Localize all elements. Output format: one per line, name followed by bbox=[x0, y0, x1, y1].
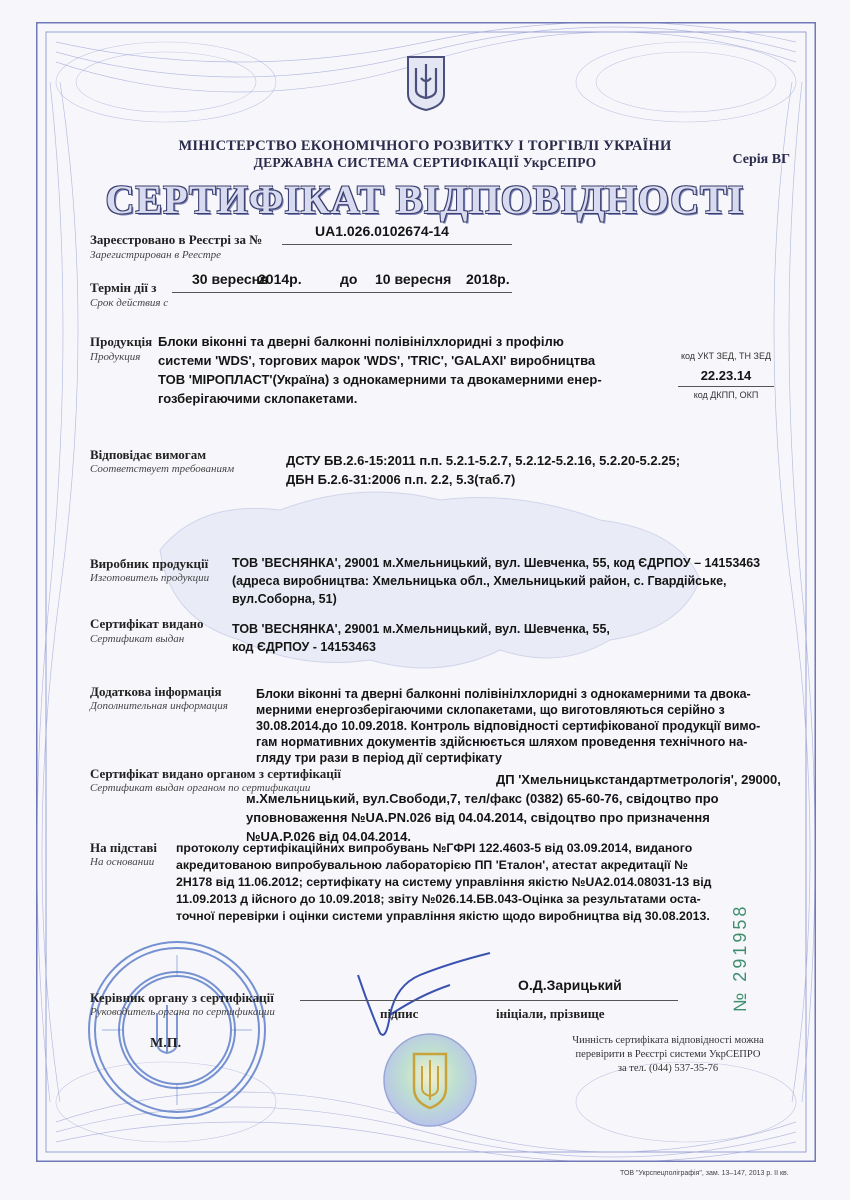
validity-to-word: до bbox=[340, 271, 358, 287]
issuing-body-line-2: м.Хмельницький, вул.Свободи,7, тел/факс (0382) 65-60-76, свідоцтво про bbox=[246, 791, 719, 806]
issued-to-label: Сертифікат видано bbox=[90, 616, 204, 631]
manufacturer-line-1: ТОВ 'ВЕСНЯНКА', 29001 м.Хмельницький, вул. Шевченка, 55, код ЄДРПОУ – 14153463 bbox=[232, 556, 761, 570]
basis-line: 2Н178 від 11.06.2012; сертифікату на систему управління якістю №UA2.014.08031-13 від bbox=[176, 875, 712, 889]
manufacturer-line-2: (адреса виробництва: Хмельницька обл., Хмельницький район, с. Гвардійське, bbox=[232, 574, 727, 588]
signature-underline bbox=[300, 1000, 678, 1001]
product-code-underline bbox=[678, 386, 774, 387]
additional-info-line: гляду три рази в період дії сертифікату bbox=[256, 751, 502, 765]
additional-info-text bbox=[256, 686, 761, 766]
issued-to-label-ru: Сертификат выдан bbox=[90, 633, 185, 645]
certificate-title: СЕРТИФІКАТ ВІДПОВІДНОСТІ bbox=[105, 177, 745, 222]
manufacturer-line-3: вул.Соборна, 51) bbox=[232, 592, 337, 606]
issuing-body-label: Сертифікат видано органом з сертифікації bbox=[90, 766, 341, 781]
additional-info-line: мерними енергозберігаючими склопакетами, що виготовляються серійно з bbox=[256, 703, 725, 717]
register-label-ru: Зарегистрирован в Реестре bbox=[90, 249, 222, 261]
requirements-label: Відповідає вимогам bbox=[90, 447, 207, 462]
additional-info-label-ru: Дополнительная информация bbox=[90, 700, 228, 712]
additional-info-label: Додаткова інформація bbox=[90, 684, 222, 699]
additional-info-line: 30.08.2014.до 10.09.2018. Контроль відповідності сертифікованої продукції вимо- bbox=[256, 719, 761, 733]
signature-caption: підпис bbox=[380, 1006, 419, 1021]
ministry-title: МІНІСТЕРСТВО ЕКОНОМІЧНОГО РОЗВИТКУ І ТОРГІВЛІ УКРАЇНИ bbox=[178, 138, 672, 154]
issuing-body-line-4: №UA.P.026 від 04.04.2014. bbox=[246, 829, 411, 844]
official-stamp bbox=[82, 935, 272, 1125]
requirements-label-ru: Соответствует требованиям bbox=[90, 463, 235, 475]
basis-label: На підставі bbox=[90, 840, 157, 855]
issued-to-line-2: код ЄДРПОУ - 14153463 bbox=[232, 640, 377, 654]
manufacturer-label-ru: Изготовитель продукции bbox=[90, 572, 210, 584]
validity-to: 10 вересня bbox=[375, 271, 452, 287]
register-number: UA1.026.0102674-14 bbox=[315, 223, 449, 239]
validity-from: 30 вересня bbox=[192, 271, 269, 287]
trident-emblem-icon bbox=[405, 54, 447, 112]
validity-from-year: 2014р. bbox=[258, 271, 302, 287]
head-of-body-label: Керівник органу з сертифікації bbox=[90, 990, 274, 1005]
validity-underline bbox=[172, 292, 512, 293]
product-code-label-top: код УКТ ЗЕД, ТН ЗЕД bbox=[680, 351, 772, 361]
hologram-emblem-icon bbox=[380, 1030, 480, 1130]
product-description: Блоки віконні та дверні балконні полівінілхлоридні з профілю системи 'WDS', торгових марок 'WDS', 'TRIC', 'GALAXI' виробництва ТОВ 'МІРОПЛАСТ'(Україна) з однокамерними та двокамерними енер- гозберігаючими склопакетами. bbox=[158, 334, 602, 406]
issuing-body-line-3: уповноваження №UA.PN.026 від 04.04.2014, свідоцтво про призначення bbox=[246, 810, 710, 825]
product-code: 22.23.14 bbox=[700, 368, 752, 383]
basis-line: 11.09.2013 д ійсного до 10.09.2018; звіту №026.14.БВ.043-Оцінка за результатами оста- bbox=[176, 892, 701, 906]
product-label: Продукція bbox=[90, 334, 153, 349]
product-label-ru: Продукция bbox=[90, 351, 141, 363]
registry-note-line: за тел. (044) 537-35-76 bbox=[617, 1063, 719, 1074]
serial-number: № 291958 bbox=[730, 903, 750, 1012]
basis-label-ru: На основании bbox=[90, 856, 155, 868]
basis-line: протоколу сертифікаційних випробувань №ГФРІ 122.4603-5 від 03.09.2014, виданого bbox=[176, 841, 693, 855]
basis-line: акредитованою випробувальною лабораторією ПП 'Еталон', атестат акредитації № bbox=[176, 858, 688, 872]
validity-to-year: 2018р. bbox=[466, 271, 510, 287]
stamp-place-label: М.П. bbox=[150, 1036, 182, 1051]
basis-line: точної перевірки і оцінки системи управління якістю щодо виробництва від 30.08.2013. bbox=[176, 909, 710, 923]
register-label: Зареєстровано в Реєстрі за № bbox=[90, 232, 263, 247]
series-label: Серія ВГ bbox=[732, 152, 790, 167]
product-code-label-bottom: код ДКПП, ОКП bbox=[693, 390, 759, 400]
registry-check-note bbox=[568, 1034, 768, 1076]
additional-info-line: Блоки віконні та дверні балконні полівінілхлоридні з однокамерними та двока- bbox=[256, 687, 751, 701]
issued-to-line-1: ТОВ 'ВЕСНЯНКА', 29001 м.Хмельницький, вул. Шевченка, 55, bbox=[232, 622, 610, 636]
additional-info-line: гам нормативних документів здійснюється шляхом проведення технічного на- bbox=[256, 735, 748, 749]
requirements-text: ДСТУ БВ.2.6-15:2011 п.п. 5.2.1-5.2.7, 5.2.12-5.2.16, 5.2.20-5.2.25; ДБН Б.2.6-31:2006 п.п. 2.2, 5.3(таб.7) bbox=[286, 453, 681, 487]
registry-note-line: перевірити в Реєстрі системи УкрСЕПРО bbox=[575, 1049, 761, 1060]
register-underline bbox=[282, 244, 512, 245]
signer-name: О.Д.Зарицький bbox=[518, 977, 622, 993]
printer-info: ТОВ "Укрспецполіграфія", зам. 13–147, 2013 р. ІІ кв. bbox=[620, 1170, 789, 1177]
validity-label: Термін дії з bbox=[90, 280, 157, 295]
validity-label-ru: Срок действия с bbox=[90, 297, 169, 309]
issuing-body-line-1: ДП 'Хмельницькстандартметрологія', 29000, bbox=[496, 772, 781, 787]
issuing-body-label-ru: Сертификат выдан органом по сертификации bbox=[90, 782, 311, 794]
certification-system-title: ДЕРЖАВНА СИСТЕМА СЕРТИФІКАЦІЇ УкрСЕПРО bbox=[253, 155, 597, 170]
manufacturer-label: Виробник продукції bbox=[90, 556, 209, 571]
basis-text bbox=[176, 840, 756, 925]
initials-caption: ініціали, прізвище bbox=[496, 1006, 605, 1021]
registry-note-line: Чинність сертифіката відповідності можна bbox=[572, 1035, 764, 1046]
head-of-body-label-ru: Руководитель органа по сертификации bbox=[90, 1006, 275, 1018]
